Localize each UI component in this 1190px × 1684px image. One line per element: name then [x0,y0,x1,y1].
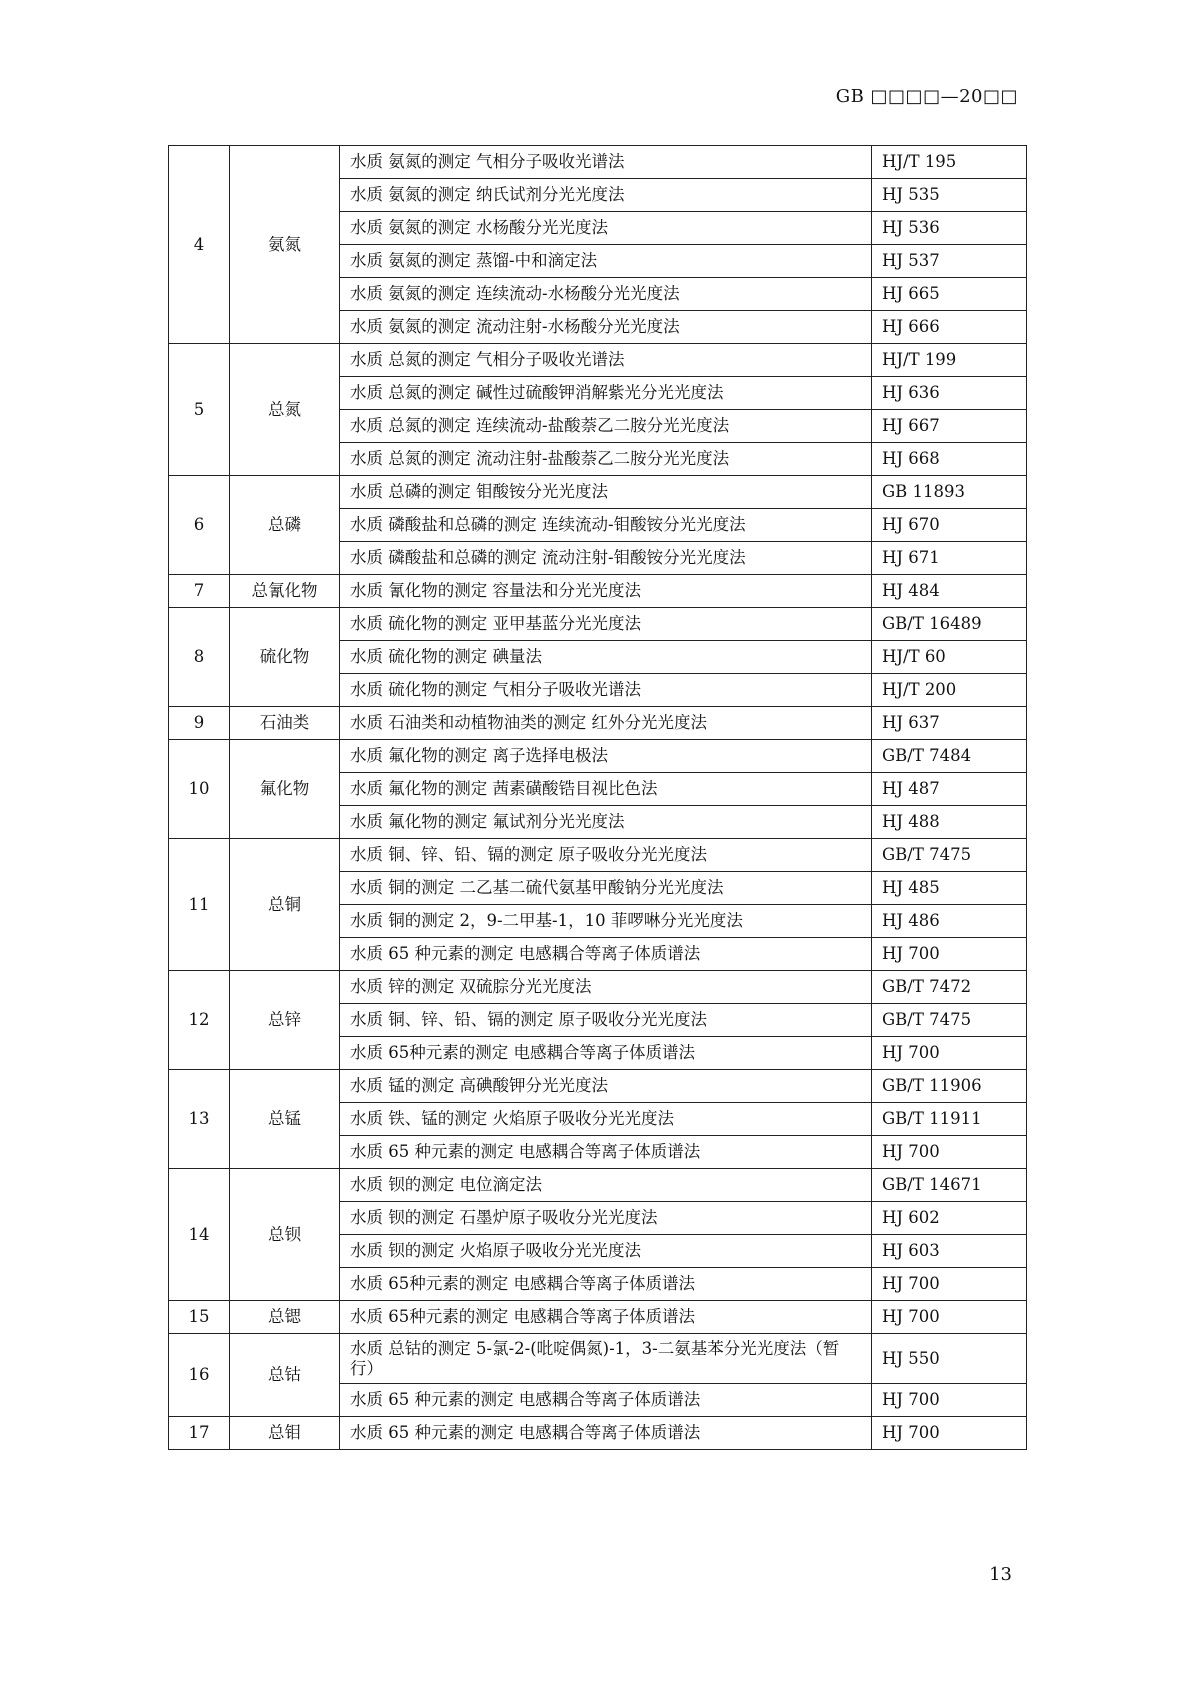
table-row [169,971,1027,1004]
standard-number: HJ 700 [872,1301,1027,1334]
pollutant-item: 石油类 [230,707,340,740]
pollutant-item: 硫化物 [230,608,340,707]
standard-number: GB/T 7475 [872,1004,1027,1037]
standard-number: HJ 603 [872,1235,1027,1268]
standard-number: HJ 636 [872,377,1027,410]
method-name: 水质 氟化物的测定 离子选择电极法 [340,740,872,773]
method-name: 水质 铜的测定 2，9-二甲基-1，10 菲啰啉分光光度法 [340,905,872,938]
method-name: 水质 总氮的测定 碱性过硫酸钾消解紫光分光光度法 [340,377,872,410]
standard-number: HJ 667 [872,410,1027,443]
pollutant-item: 总磷 [230,476,340,575]
method-name: 水质 总氮的测定 连续流动-盐酸萘乙二胺分光光度法 [340,410,872,443]
standards-table [168,145,1027,1450]
standard-number: GB/T 7484 [872,740,1027,773]
standard-number: HJ 700 [872,1417,1027,1450]
standard-number: HJ 670 [872,509,1027,542]
standard-number: HJ 700 [872,938,1027,971]
standard-number: GB/T 11906 [872,1070,1027,1103]
row-number: 11 [169,839,230,971]
table-row [169,839,1027,872]
standard-number: HJ 536 [872,212,1027,245]
method-name: 水质 硫化物的测定 碘量法 [340,641,872,674]
standard-number: HJ 637 [872,707,1027,740]
row-number: 8 [169,608,230,707]
standard-number: HJ 537 [872,245,1027,278]
method-name: 水质 铜的测定 二乙基二硫代氨基甲酸钠分光光度法 [340,872,872,905]
method-name: 水质 磷酸盐和总磷的测定 流动注射-钼酸铵分光光度法 [340,542,872,575]
method-name: 水质 总氮的测定 流动注射-盐酸萘乙二胺分光光度法 [340,443,872,476]
document-code-header: GB □□□□—20□□ [835,86,1018,107]
pollutant-item: 总钼 [230,1417,340,1450]
row-number: 6 [169,476,230,575]
method-name: 水质 氨氮的测定 连续流动-水杨酸分光光度法 [340,278,872,311]
method-name: 水质 氨氮的测定 气相分子吸收光谱法 [340,146,872,179]
standard-number: HJ 700 [872,1384,1027,1417]
table-row [169,575,1027,608]
pollutant-item: 总锌 [230,971,340,1070]
standard-number: HJ 535 [872,179,1027,212]
method-name: 水质 铜、锌、铅、镉的测定 原子吸收分光光度法 [340,1004,872,1037]
method-name: 水质 锰的测定 高碘酸钾分光光度法 [340,1070,872,1103]
standard-number: HJ 550 [872,1334,1027,1384]
standard-number: HJ 665 [872,278,1027,311]
standard-number: HJ 486 [872,905,1027,938]
standard-number: HJ 700 [872,1136,1027,1169]
standard-number: HJ 487 [872,773,1027,806]
row-number: 16 [169,1334,230,1417]
standard-number: HJ 671 [872,542,1027,575]
standard-number: HJ/T 200 [872,674,1027,707]
pollutant-item: 总钡 [230,1169,340,1301]
method-name: 水质 65 种元素的测定 电感耦合等离子体质谱法 [340,938,872,971]
table-row [169,344,1027,377]
standard-number: HJ 668 [872,443,1027,476]
table-row [169,1301,1027,1334]
method-name: 水质 65种元素的测定 电感耦合等离子体质谱法 [340,1301,872,1334]
row-number: 7 [169,575,230,608]
table-row [169,707,1027,740]
pollutant-item: 总钴 [230,1334,340,1417]
page-number: 13 [989,1564,1012,1585]
pollutant-item: 总铜 [230,839,340,971]
table-row [169,1070,1027,1103]
method-name: 水质 氰化物的测定 容量法和分光光度法 [340,575,872,608]
method-name: 水质 锌的测定 双硫腙分光光度法 [340,971,872,1004]
row-number: 9 [169,707,230,740]
row-number: 10 [169,740,230,839]
standard-number: HJ 602 [872,1202,1027,1235]
row-number: 4 [169,146,230,344]
standard-number: GB/T 7475 [872,839,1027,872]
standard-number: GB/T 11911 [872,1103,1027,1136]
method-name: 水质 钡的测定 火焰原子吸收分光光度法 [340,1235,872,1268]
method-name: 水质 总磷的测定 钼酸铵分光光度法 [340,476,872,509]
table-row [169,146,1027,179]
method-name: 水质 钡的测定 石墨炉原子吸收分光光度法 [340,1202,872,1235]
method-name: 水质 氨氮的测定 蒸馏-中和滴定法 [340,245,872,278]
method-name: 水质 铁、锰的测定 火焰原子吸收分光光度法 [340,1103,872,1136]
standard-number: HJ 488 [872,806,1027,839]
method-name: 水质 氟化物的测定 氟试剂分光光度法 [340,806,872,839]
method-name: 水质 硫化物的测定 亚甲基蓝分光光度法 [340,608,872,641]
method-name: 水质 磷酸盐和总磷的测定 连续流动-钼酸铵分光光度法 [340,509,872,542]
method-name: 水质 氨氮的测定 流动注射-水杨酸分光光度法 [340,311,872,344]
row-number: 17 [169,1417,230,1450]
method-name: 水质 总钴的测定 5-氯-2-(吡啶偶氮)-1，3-二氨基苯分光光度法（暂行） [340,1334,872,1384]
method-name: 水质 总氮的测定 气相分子吸收光谱法 [340,344,872,377]
standard-number: HJ/T 60 [872,641,1027,674]
standard-number: GB/T 7472 [872,971,1027,1004]
standard-number: HJ 700 [872,1037,1027,1070]
table-row [169,608,1027,641]
pollutant-item: 总氮 [230,344,340,476]
standard-number: GB 11893 [872,476,1027,509]
method-name: 水质 氨氮的测定 纳氏试剂分光光度法 [340,179,872,212]
method-name: 水质 65 种元素的测定 电感耦合等离子体质谱法 [340,1417,872,1450]
table-row [169,740,1027,773]
method-name: 水质 氟化物的测定 茜素磺酸锆目视比色法 [340,773,872,806]
table-row [169,1169,1027,1202]
method-name: 水质 65 种元素的测定 电感耦合等离子体质谱法 [340,1384,872,1417]
table-row [169,1334,1027,1384]
method-name: 水质 氨氮的测定 水杨酸分光光度法 [340,212,872,245]
pollutant-item: 氨氮 [230,146,340,344]
row-number: 15 [169,1301,230,1334]
pollutant-item: 氟化物 [230,740,340,839]
standard-number: HJ 666 [872,311,1027,344]
method-name: 水质 65种元素的测定 电感耦合等离子体质谱法 [340,1268,872,1301]
row-number: 14 [169,1169,230,1301]
row-number: 5 [169,344,230,476]
method-name: 水质 钡的测定 电位滴定法 [340,1169,872,1202]
method-name: 水质 65种元素的测定 电感耦合等离子体质谱法 [340,1037,872,1070]
pollutant-item: 总氰化物 [230,575,340,608]
table-row [169,476,1027,509]
standard-number: HJ/T 195 [872,146,1027,179]
method-name: 水质 硫化物的测定 气相分子吸收光谱法 [340,674,872,707]
standard-number: HJ 700 [872,1268,1027,1301]
standard-number: HJ 485 [872,872,1027,905]
table-row [169,1417,1027,1450]
method-name: 水质 铜、锌、铅、镉的测定 原子吸收分光光度法 [340,839,872,872]
standard-number: GB/T 16489 [872,608,1027,641]
row-number: 12 [169,971,230,1070]
method-name: 水质 石油类和动植物油类的测定 红外分光光度法 [340,707,872,740]
standard-number: HJ/T 199 [872,344,1027,377]
row-number: 13 [169,1070,230,1169]
standard-number: GB/T 14671 [872,1169,1027,1202]
method-name: 水质 65 种元素的测定 电感耦合等离子体质谱法 [340,1136,872,1169]
pollutant-item: 总锶 [230,1301,340,1334]
standard-number: HJ 484 [872,575,1027,608]
pollutant-item: 总锰 [230,1070,340,1169]
